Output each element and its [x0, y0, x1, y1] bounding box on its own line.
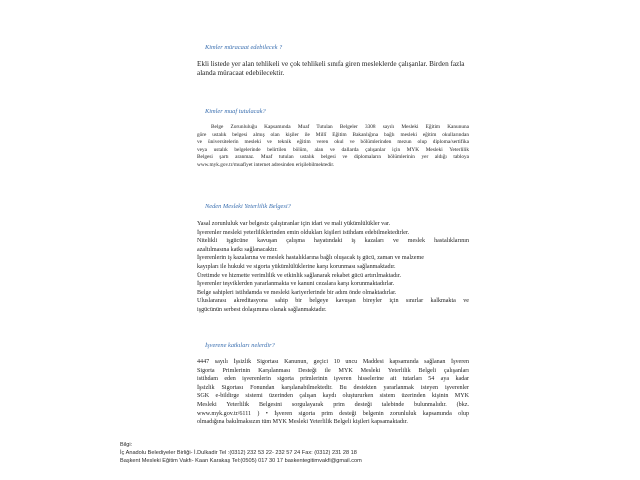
- text-line: işgücünün serbest dolaşımına olanak sağlanmaktadır.: [197, 306, 327, 313]
- text-line: 4447 sayılı İşsizlik Sigortası Kanunun, geçici 10 uncu Maddesi kapsamında sağlanan İşveren: [197, 359, 469, 365]
- text-line: alanda müracaat edebilecektir.: [197, 69, 285, 78]
- text-line: Belge sahipleri istihdamda ve mesleki kariyerlerinde bir adım önde olmaktadırlar.: [197, 289, 397, 296]
- text-line: www.myk.gov.tr/muafiyet internet adresinden erişilebilmektedir.: [197, 161, 335, 168]
- heading-who-is-exempt: Kimler muaf tutulacak?: [205, 108, 266, 115]
- text-line: Belge Zorunluluğu Kapsamında Muaf Tutulan Belgeler 3308 sayılı Mesleki Eğitim Kanununa: [211, 124, 469, 130]
- text-line: Yasal zorunluluk var belgesiz çalıştıranlar için idari ve mali yükümlülükler var.: [197, 221, 391, 227]
- text-line: www.myk.gov.tr/6111 ) • İşveren sigorta prim desteği belgenin zorunluluk kapsamında olup: [197, 410, 469, 417]
- footer-contact-line: İç Anadolu Belediyeler Birliği- İ.Dulkadir Tel :(0312) 232 53 22- 232 57 24 Fax: (0312) 231 28 18: [120, 449, 357, 456]
- text-line: Ekli listede yer alan tehlikeli ve çok tehlikeli sınıfa giren mesleklerde çalışanlar. Birden fazla: [197, 60, 465, 68]
- text-line: İşverenler mesleki yeterliliklerinden emin oldukları kişileri istihdam edebilmektedirler.: [197, 229, 410, 236]
- heading-who-can-apply: Kimler müracaat edebilecek ?: [205, 44, 283, 51]
- text-line: Mesleki Yeterlilik Belgesini sorgulayarak prim desteği talebinde bulunmalıdır. (bkz.: [197, 401, 469, 408]
- text-line: SGK e-bildirge sistemi üzerinden çalışan kaydı oluştururken sistem üzerinden kişinin MYK: [197, 393, 469, 400]
- paragraph-why-certificate: [197, 220, 469, 315]
- heading-why-certificate: Neden Mesleki Yeterlilik Belgesi?: [205, 203, 291, 210]
- text-line: kayıpları ile hukuki ve sigorta yükümlülüklerine karşı korunması sağlanmaktadır.: [197, 263, 396, 270]
- heading-employer-benefits: İşverene katkıları nelerdir?: [205, 342, 275, 349]
- text-line: Sigorta Primlerinin Karşılanması Desteği ile MYK Mesleki Yeterlilik Belgeli çalışanları: [197, 367, 469, 374]
- text-line: göre ustalık belgesi almış olan kişiler ile Millî Eğitim Bakanlığına bağlı mesleki eğitim okullarından: [197, 131, 469, 138]
- text-line: istihdam eden işverenlerin sigorta primlerinin işveren hisselerine ait tutarları 54 aya kadar: [197, 376, 469, 383]
- text-line: Nitelikli işgücüne kavuşan çalışma hayatındaki iş kazaları ve meslek hastalıklarının: [197, 238, 469, 245]
- text-line: ve üniversitelerin mesleki ve teknik eğitim veren okul ve bölümlerinden mezun olup diploma/sertifika: [197, 139, 469, 146]
- text-line: Belgesi şartı aranmaz. Muaf tutulan ustalık belgesi ve diplomaların bölümlerinin yer aldığı tabloya: [197, 154, 469, 161]
- text-line: Üretimde ve hizmette verimlilik ve etkinlik sağlanarak rekabet gücü artırılmaktadır.: [197, 272, 402, 279]
- paragraph-employer-benefits: [197, 358, 469, 427]
- text-line: İşverenler teşviklerden yararlanmakta ve kanuni cezalara karşı korunmaktadırlar.: [197, 281, 395, 288]
- paragraph-who-is-exempt: [197, 124, 469, 170]
- text-line: veya ustalık belgelerinde belirtilen bölüm, alan ve dallarda çalışanlar için MYK Mesleki Yeterlilik: [197, 146, 469, 153]
- text-line: İşverenlerin iş kazalarına ve meslek hastalıklarına bağlı oluşacak iş gücü, zaman ve malzeme: [197, 255, 424, 262]
- paragraph-who-can-apply: [197, 60, 469, 78]
- contact-footer: [120, 442, 362, 465]
- footer-label: Bilgi:: [120, 442, 133, 448]
- footer-contact-line: Başkent Mesleki Eğitim Vakfı- Kaan Karakaş Tel:(0505) 017 30 17 baskentegitimvakfi@gmail.com: [120, 457, 362, 464]
- text-line: azaltılmasına katkı sağlanacaktır.: [197, 246, 278, 253]
- text-line: Uluslararası akreditasyona sahip bir belgeye kavuşan bireyler için sınırlar kalkmakta ve: [197, 298, 469, 305]
- text-line: İşsizlik Sigortası Fonundan karşılanabilmektedir. Bu destekten yararlanmak isteyen işverenler: [197, 384, 469, 391]
- text-line: olmadığına bakılmaksızın tüm MYK Mesleki Yeterlilik Belgeli kişileri kapsamaktadır.: [197, 419, 408, 426]
